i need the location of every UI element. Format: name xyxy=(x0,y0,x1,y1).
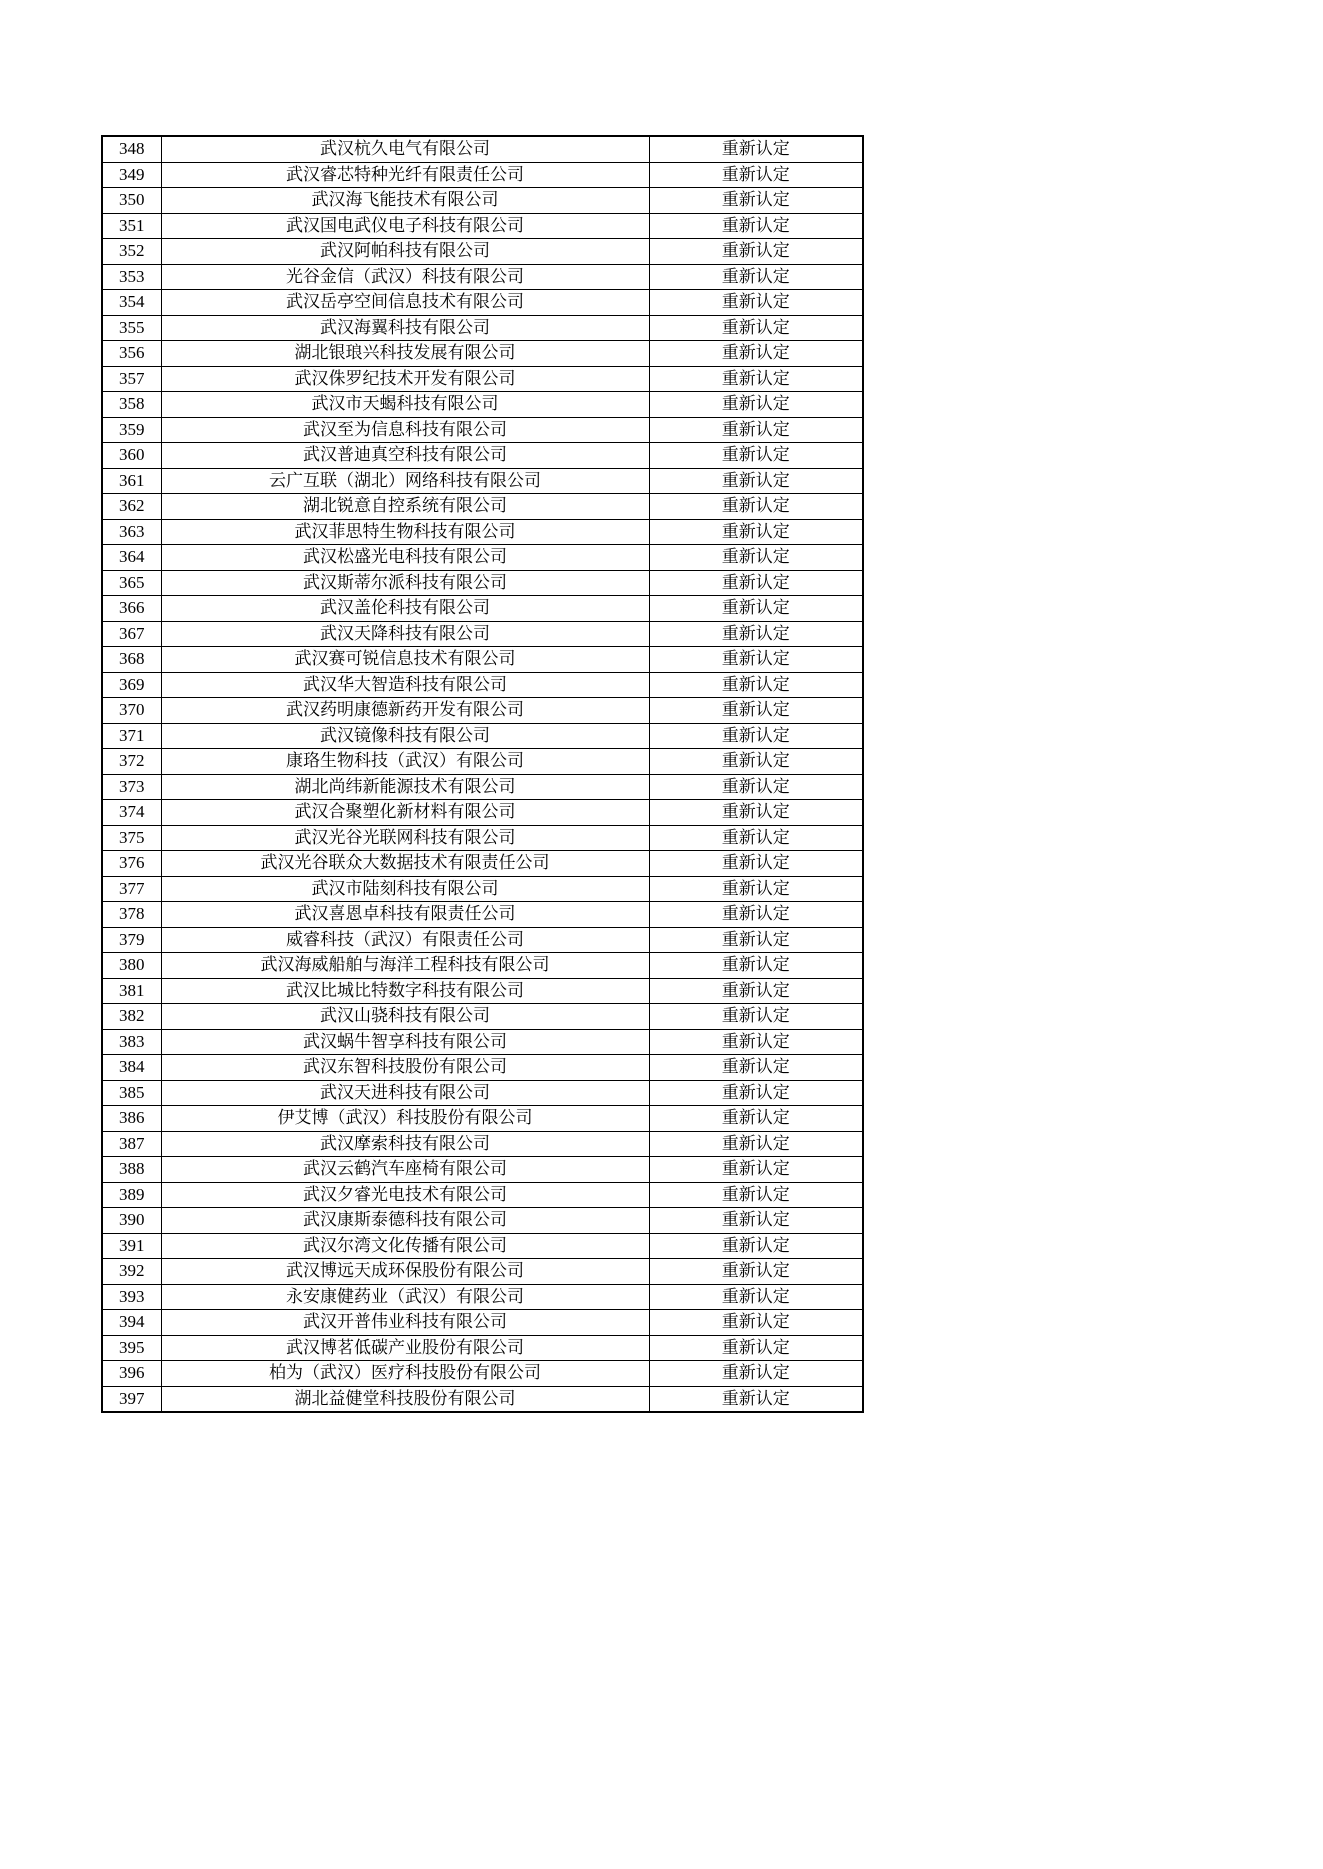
company-name-cell: 武汉盖伦科技有限公司 xyxy=(161,596,649,622)
certification-status-cell: 重新认定 xyxy=(649,1233,863,1259)
table-row xyxy=(102,494,863,520)
certification-status-cell: 重新认定 xyxy=(649,417,863,443)
company-name-cell: 武汉海翼科技有限公司 xyxy=(161,315,649,341)
certification-status-cell: 重新认定 xyxy=(649,1182,863,1208)
row-number-cell: 391 xyxy=(102,1233,161,1259)
row-number-cell: 367 xyxy=(102,621,161,647)
table-row xyxy=(102,749,863,775)
table-row xyxy=(102,698,863,724)
row-number-cell: 375 xyxy=(102,825,161,851)
certification-status-cell: 重新认定 xyxy=(649,213,863,239)
certification-status-cell: 重新认定 xyxy=(649,494,863,520)
company-name-cell: 威睿科技（武汉）有限责任公司 xyxy=(161,927,649,953)
table-row xyxy=(102,366,863,392)
table-row xyxy=(102,1131,863,1157)
company-name-cell: 湖北银琅兴科技发展有限公司 xyxy=(161,341,649,367)
certification-status-cell: 重新认定 xyxy=(649,723,863,749)
company-name-cell: 武汉天进科技有限公司 xyxy=(161,1080,649,1106)
company-name-cell: 康珞生物科技（武汉）有限公司 xyxy=(161,749,649,775)
row-number-cell: 368 xyxy=(102,647,161,673)
certification-status-cell: 重新认定 xyxy=(649,188,863,214)
company-name-cell: 武汉摩索科技有限公司 xyxy=(161,1131,649,1157)
certification-status-cell: 重新认定 xyxy=(649,1029,863,1055)
row-number-cell: 371 xyxy=(102,723,161,749)
company-name-cell: 武汉比城比特数字科技有限公司 xyxy=(161,978,649,1004)
row-number-cell: 377 xyxy=(102,876,161,902)
company-name-cell: 云广互联（湖北）网络科技有限公司 xyxy=(161,468,649,494)
row-number-cell: 352 xyxy=(102,239,161,265)
table-row xyxy=(102,341,863,367)
company-name-cell: 武汉斯蒂尔派科技有限公司 xyxy=(161,570,649,596)
table-row xyxy=(102,570,863,596)
company-name-cell: 武汉阿帕科技有限公司 xyxy=(161,239,649,265)
row-number-cell: 369 xyxy=(102,672,161,698)
certification-status-cell: 重新认定 xyxy=(649,1386,863,1412)
company-name-cell: 武汉天降科技有限公司 xyxy=(161,621,649,647)
table-row xyxy=(102,876,863,902)
company-list-table xyxy=(101,135,864,1413)
table-row xyxy=(102,774,863,800)
row-number-cell: 382 xyxy=(102,1004,161,1030)
company-name-cell: 武汉东智科技股份有限公司 xyxy=(161,1055,649,1081)
company-name-cell: 武汉菲思特生物科技有限公司 xyxy=(161,519,649,545)
certification-status-cell: 重新认定 xyxy=(649,290,863,316)
certification-status-cell: 重新认定 xyxy=(649,1284,863,1310)
company-name-cell: 武汉博远天成环保股份有限公司 xyxy=(161,1259,649,1285)
row-number-cell: 395 xyxy=(102,1335,161,1361)
table-row xyxy=(102,264,863,290)
table-row xyxy=(102,1310,863,1336)
certification-status-cell: 重新认定 xyxy=(649,698,863,724)
table-row xyxy=(102,902,863,928)
certification-status-cell: 重新认定 xyxy=(649,1310,863,1336)
row-number-cell: 394 xyxy=(102,1310,161,1336)
certification-status-cell: 重新认定 xyxy=(649,239,863,265)
certification-status-cell: 重新认定 xyxy=(649,851,863,877)
certification-status-cell: 重新认定 xyxy=(649,519,863,545)
table-row xyxy=(102,315,863,341)
certification-status-cell: 重新认定 xyxy=(649,1131,863,1157)
company-name-cell: 湖北锐意自控系统有限公司 xyxy=(161,494,649,520)
row-number-cell: 361 xyxy=(102,468,161,494)
row-number-cell: 393 xyxy=(102,1284,161,1310)
row-number-cell: 350 xyxy=(102,188,161,214)
company-name-cell: 湖北益健堂科技股份有限公司 xyxy=(161,1386,649,1412)
certification-status-cell: 重新认定 xyxy=(649,341,863,367)
row-number-cell: 383 xyxy=(102,1029,161,1055)
company-name-cell: 武汉侏罗纪技术开发有限公司 xyxy=(161,366,649,392)
table-row xyxy=(102,392,863,418)
certification-status-cell: 重新认定 xyxy=(649,621,863,647)
company-name-cell: 永安康健药业（武汉）有限公司 xyxy=(161,1284,649,1310)
certification-status-cell: 重新认定 xyxy=(649,749,863,775)
company-name-cell: 武汉夕睿光电技术有限公司 xyxy=(161,1182,649,1208)
company-name-cell: 武汉杭久电气有限公司 xyxy=(161,136,649,162)
table-row xyxy=(102,290,863,316)
certification-status-cell: 重新认定 xyxy=(649,1259,863,1285)
table-row xyxy=(102,1080,863,1106)
row-number-cell: 379 xyxy=(102,927,161,953)
table-row xyxy=(102,1208,863,1234)
certification-status-cell: 重新认定 xyxy=(649,876,863,902)
row-number-cell: 354 xyxy=(102,290,161,316)
certification-status-cell: 重新认定 xyxy=(649,927,863,953)
table-row xyxy=(102,1259,863,1285)
table-row xyxy=(102,1386,863,1412)
company-name-cell: 武汉松盛光电科技有限公司 xyxy=(161,545,649,571)
company-name-cell: 武汉普迪真空科技有限公司 xyxy=(161,443,649,469)
certification-status-cell: 重新认定 xyxy=(649,1208,863,1234)
company-name-cell: 武汉蜗牛智享科技有限公司 xyxy=(161,1029,649,1055)
row-number-cell: 385 xyxy=(102,1080,161,1106)
certification-status-cell: 重新认定 xyxy=(649,315,863,341)
certification-status-cell: 重新认定 xyxy=(649,162,863,188)
company-name-cell: 武汉康斯泰德科技有限公司 xyxy=(161,1208,649,1234)
row-number-cell: 364 xyxy=(102,545,161,571)
row-number-cell: 357 xyxy=(102,366,161,392)
table-row xyxy=(102,1233,863,1259)
company-name-cell: 武汉药明康德新药开发有限公司 xyxy=(161,698,649,724)
table-row xyxy=(102,927,863,953)
company-name-cell: 武汉喜恩卓科技有限责任公司 xyxy=(161,902,649,928)
company-name-cell: 柏为（武汉）医疗科技股份有限公司 xyxy=(161,1361,649,1387)
table-row xyxy=(102,1182,863,1208)
table-row xyxy=(102,1055,863,1081)
table-row xyxy=(102,1361,863,1387)
company-name-cell: 武汉海威船舶与海洋工程科技有限公司 xyxy=(161,953,649,979)
certification-status-cell: 重新认定 xyxy=(649,136,863,162)
table-row xyxy=(102,213,863,239)
table-row xyxy=(102,621,863,647)
company-name-cell: 武汉云鹤汽车座椅有限公司 xyxy=(161,1157,649,1183)
row-number-cell: 372 xyxy=(102,749,161,775)
row-number-cell: 353 xyxy=(102,264,161,290)
table-row xyxy=(102,188,863,214)
company-name-cell: 武汉华大智造科技有限公司 xyxy=(161,672,649,698)
company-name-cell: 武汉镜像科技有限公司 xyxy=(161,723,649,749)
company-name-cell: 武汉博茗低碳产业股份有限公司 xyxy=(161,1335,649,1361)
company-name-cell: 武汉光谷光联网科技有限公司 xyxy=(161,825,649,851)
table-row xyxy=(102,1157,863,1183)
company-name-cell: 武汉睿芯特种光纤有限责任公司 xyxy=(161,162,649,188)
row-number-cell: 370 xyxy=(102,698,161,724)
row-number-cell: 359 xyxy=(102,417,161,443)
row-number-cell: 363 xyxy=(102,519,161,545)
row-number-cell: 387 xyxy=(102,1131,161,1157)
certification-status-cell: 重新认定 xyxy=(649,264,863,290)
table-row xyxy=(102,162,863,188)
row-number-cell: 396 xyxy=(102,1361,161,1387)
table-row xyxy=(102,443,863,469)
certification-status-cell: 重新认定 xyxy=(649,366,863,392)
table-row xyxy=(102,953,863,979)
row-number-cell: 392 xyxy=(102,1259,161,1285)
certification-status-cell: 重新认定 xyxy=(649,468,863,494)
company-name-cell: 武汉光谷联众大数据技术有限责任公司 xyxy=(161,851,649,877)
table-row xyxy=(102,978,863,1004)
row-number-cell: 381 xyxy=(102,978,161,1004)
certification-status-cell: 重新认定 xyxy=(649,1106,863,1132)
table-row xyxy=(102,417,863,443)
row-number-cell: 376 xyxy=(102,851,161,877)
row-number-cell: 355 xyxy=(102,315,161,341)
certification-status-cell: 重新认定 xyxy=(649,902,863,928)
table-row xyxy=(102,1029,863,1055)
table-row xyxy=(102,672,863,698)
table-row xyxy=(102,596,863,622)
table-row xyxy=(102,825,863,851)
row-number-cell: 397 xyxy=(102,1386,161,1412)
certification-status-cell: 重新认定 xyxy=(649,1055,863,1081)
row-number-cell: 349 xyxy=(102,162,161,188)
table-row xyxy=(102,723,863,749)
table-row xyxy=(102,800,863,826)
row-number-cell: 384 xyxy=(102,1055,161,1081)
certification-status-cell: 重新认定 xyxy=(649,825,863,851)
table-row xyxy=(102,1335,863,1361)
row-number-cell: 348 xyxy=(102,136,161,162)
row-number-cell: 380 xyxy=(102,953,161,979)
certification-status-cell: 重新认定 xyxy=(649,978,863,1004)
company-name-cell: 武汉合聚塑化新材料有限公司 xyxy=(161,800,649,826)
certification-status-cell: 重新认定 xyxy=(649,545,863,571)
row-number-cell: 360 xyxy=(102,443,161,469)
table-body xyxy=(102,136,863,1412)
company-name-cell: 武汉开普伟业科技有限公司 xyxy=(161,1310,649,1336)
table-row xyxy=(102,1004,863,1030)
table-row xyxy=(102,519,863,545)
certification-status-cell: 重新认定 xyxy=(649,1361,863,1387)
company-name-cell: 武汉海飞能技术有限公司 xyxy=(161,188,649,214)
row-number-cell: 351 xyxy=(102,213,161,239)
certification-status-cell: 重新认定 xyxy=(649,596,863,622)
row-number-cell: 356 xyxy=(102,341,161,367)
company-name-cell: 武汉岳亭空间信息技术有限公司 xyxy=(161,290,649,316)
table-row xyxy=(102,468,863,494)
company-name-cell: 武汉市天蝎科技有限公司 xyxy=(161,392,649,418)
certification-status-cell: 重新认定 xyxy=(649,570,863,596)
table-row xyxy=(102,647,863,673)
certification-status-cell: 重新认定 xyxy=(649,672,863,698)
row-number-cell: 365 xyxy=(102,570,161,596)
table-row xyxy=(102,545,863,571)
row-number-cell: 386 xyxy=(102,1106,161,1132)
row-number-cell: 390 xyxy=(102,1208,161,1234)
row-number-cell: 373 xyxy=(102,774,161,800)
certification-status-cell: 重新认定 xyxy=(649,392,863,418)
company-name-cell: 湖北尚纬新能源技术有限公司 xyxy=(161,774,649,800)
row-number-cell: 388 xyxy=(102,1157,161,1183)
certification-status-cell: 重新认定 xyxy=(649,1335,863,1361)
company-name-cell: 武汉尔湾文化传播有限公司 xyxy=(161,1233,649,1259)
company-name-cell: 武汉赛可锐信息技术有限公司 xyxy=(161,647,649,673)
certification-status-cell: 重新认定 xyxy=(649,1080,863,1106)
company-name-cell: 武汉山骁科技有限公司 xyxy=(161,1004,649,1030)
table-row xyxy=(102,136,863,162)
table-row xyxy=(102,239,863,265)
certification-status-cell: 重新认定 xyxy=(649,774,863,800)
row-number-cell: 366 xyxy=(102,596,161,622)
table-row xyxy=(102,851,863,877)
certification-status-cell: 重新认定 xyxy=(649,953,863,979)
certification-status-cell: 重新认定 xyxy=(649,1157,863,1183)
table-row xyxy=(102,1106,863,1132)
company-name-cell: 武汉至为信息科技有限公司 xyxy=(161,417,649,443)
row-number-cell: 374 xyxy=(102,800,161,826)
company-name-cell: 伊艾博（武汉）科技股份有限公司 xyxy=(161,1106,649,1132)
certification-status-cell: 重新认定 xyxy=(649,647,863,673)
certification-status-cell: 重新认定 xyxy=(649,1004,863,1030)
company-name-cell: 武汉市陆刻科技有限公司 xyxy=(161,876,649,902)
row-number-cell: 362 xyxy=(102,494,161,520)
certification-status-cell: 重新认定 xyxy=(649,443,863,469)
row-number-cell: 378 xyxy=(102,902,161,928)
company-name-cell: 武汉国电武仪电子科技有限公司 xyxy=(161,213,649,239)
table-row xyxy=(102,1284,863,1310)
row-number-cell: 358 xyxy=(102,392,161,418)
certification-status-cell: 重新认定 xyxy=(649,800,863,826)
row-number-cell: 389 xyxy=(102,1182,161,1208)
company-name-cell: 光谷金信（武汉）科技有限公司 xyxy=(161,264,649,290)
